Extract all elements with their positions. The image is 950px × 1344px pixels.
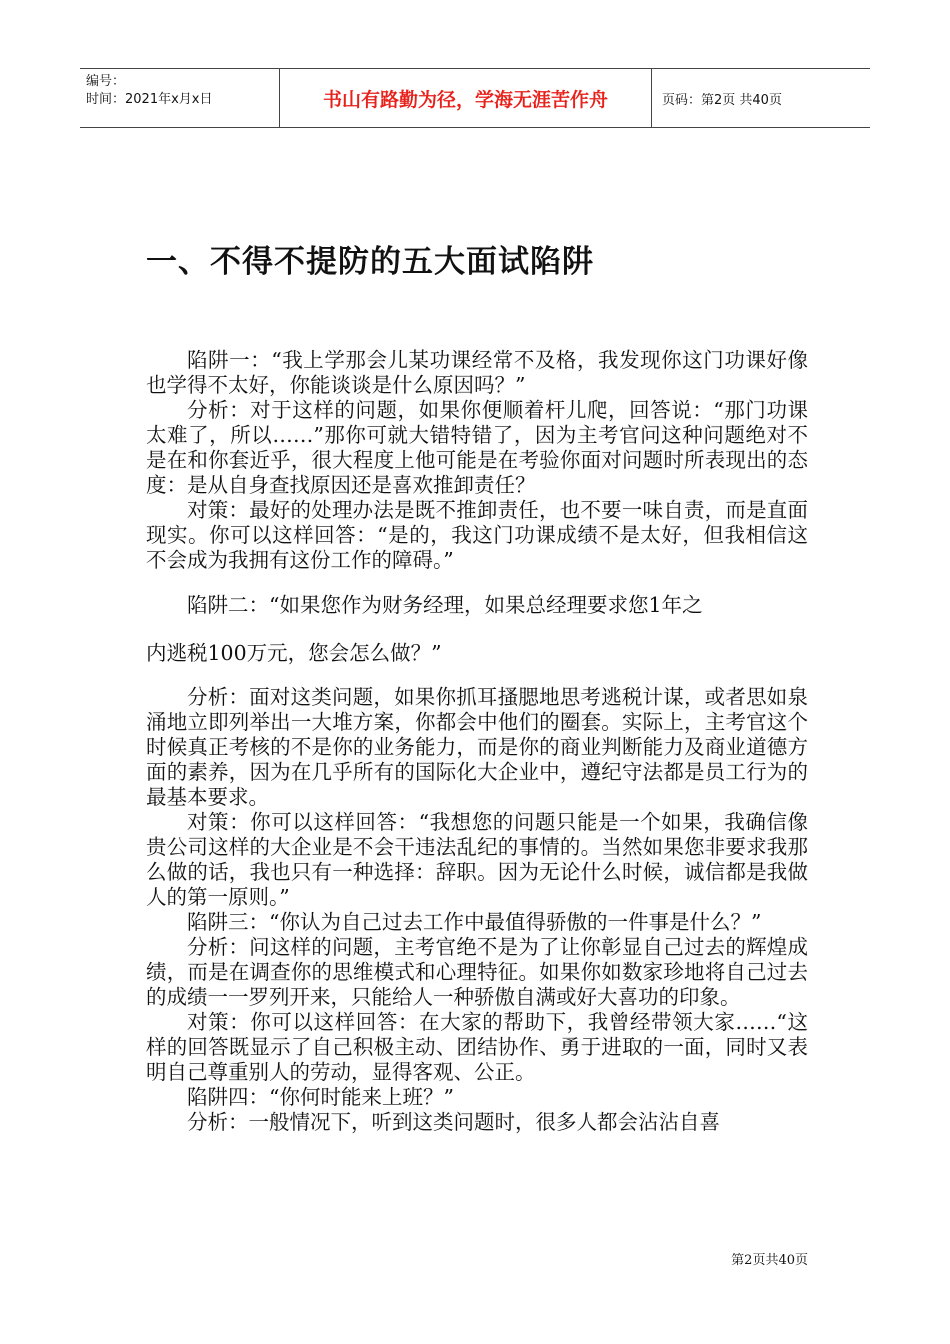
paragraph-strategy-3: 对策：你可以这样回答：在大家的帮助下，我曾经带领大家……“这样的回答既显示了自己积极主动、团结协作、勇于进取的一面，同时又表明自己尊重别人的劳动，显得客观、公正。 [146,1010,808,1084]
paragraph-analysis-2: 分析：面对这类问题，如果你抓耳搔腮地思考逃税计谋，或者思如泉涌地立即列举出一大堆方案，你都会中他们的圈套。实际上，主考官这个时候真正考核的不是你的业务能力，而是你的商业判断能力及商业道德方面的素养，因为在几乎所有的国际化大企业中，遵纪守法都是员工行为的最基本要求。 [146,685,808,809]
paragraph-trap-3: 陷阱三：“你认为自己过去工作中最值得骄傲的一件事是什么？” [187,910,762,934]
header-page-info: 页码：第2页 共40页 [662,92,782,108]
paragraph-analysis-1: 分析：对于这样的问题，如果你便顺着杆儿爬，回答说：“那门功课太难了，所以……”那你可就大错特错了，因为主考官问这种问题绝对不是在和你套近乎，很大程度上他可能是在考验你面对问题时所表现出的态度：是从自身查找原因还是喜欢推卸责任？ [146,398,808,497]
section-title: 一、不得不提防的五大面试陷阱 [146,244,594,280]
page-footer: 第2页共40页 [731,1253,808,1268]
header-motto: 书山有路勤为径，学海无涯苦作舟 [280,69,652,127]
document-number-label: 编号： [86,74,126,89]
page-header [80,68,870,128]
paragraph-analysis-3: 分析：问这样的问题，主考官绝不是为了让你彰显自己过去的辉煌成绩，而是在调查你的思维模式和心理特征。如果你如数家珍地将自己过去的成绩一一罗列开来，只能给人一种骄傲自满或好大喜功的印象。 [146,935,808,1009]
document-date-label: 时间：2021年x月x日 [86,92,213,107]
paragraph-trap-1: 陷阱一：“我上学那会儿某功课经常不及格，我发现你这门功课好像也学得不太好，你能谈谈是什么原因吗？” [146,348,808,397]
paragraph-trap-2-line1: 陷阱二：“如果您作为财务经理，如果总经理要求您1年之 [187,593,703,617]
paragraph-trap-4: 陷阱四：“你何时能来上班？” [187,1085,454,1109]
header-meta [80,69,280,127]
paragraph-strategy-2: 对策：你可以这样回答：“我想您的问题只能是一个如果，我确信像贵公司这样的大企业是不会干违法乱纪的事情的。当然如果您非要求我那么做的话，我也只有一种选择：辞职。因为无论什么时候，诚信都是我做人的第一原则。” [146,810,808,909]
paragraph-strategy-1: 对策：最好的处理办法是既不推卸责任，也不要一味自责，而是直面现实。你可以这样回答：“是的，我这门功课成绩不是太好，但我相信这不会成为我拥有这份工作的障碍。” [146,498,808,572]
article-body [146,348,808,1135]
paragraph-trap-2-line2: 内逃税100万元，您会怎么做？” [146,641,442,665]
paragraph-analysis-4: 分析：一般情况下，听到这类问题时，很多人都会沾沾自喜 [187,1110,720,1134]
